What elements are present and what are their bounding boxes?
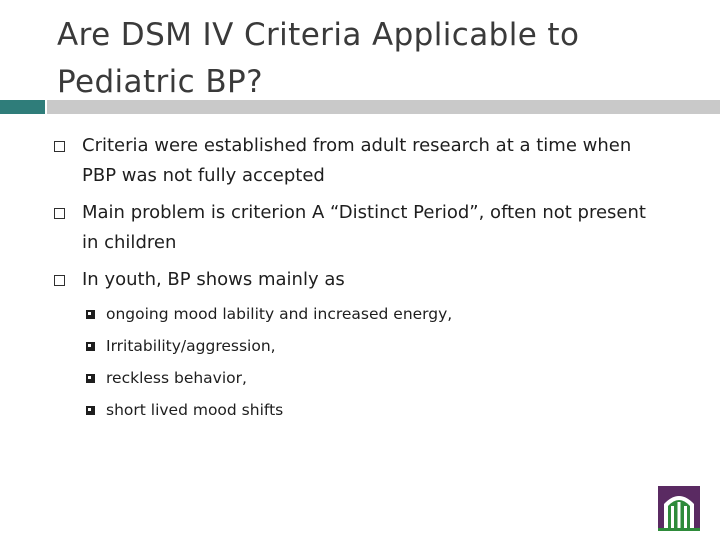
- sub-bullet-item: reckless behavior,: [106, 369, 247, 387]
- bullet-item: Criteria were established from adult research at a time when PBP was not fully accepted: [82, 135, 632, 186]
- bullet-item: In youth, BP shows mainly as: [82, 269, 345, 290]
- sub-bullet-item: ongoing mood lability and increased energy,: [106, 305, 453, 323]
- filled-square-bullet-icon: [86, 342, 95, 351]
- title-rule-accent: [0, 100, 45, 114]
- filled-square-bullet-icon: [86, 310, 95, 319]
- filled-square-bullet-icon: [86, 374, 95, 383]
- institution-logo-icon: [656, 482, 702, 534]
- filled-square-bullet-icon: [86, 406, 95, 415]
- sub-bullet-item: short lived mood shifts: [106, 401, 284, 419]
- slide-title: Are DSM IV Criteria Applicable to Pediatric BP?: [57, 17, 580, 100]
- sub-bullet-item: Irritability/aggression,: [106, 337, 276, 355]
- hollow-square-bullet-icon: [54, 208, 65, 219]
- hollow-square-bullet-icon: [54, 141, 65, 152]
- bullet-item: Main problem is criterion A “Distinct Period”, often not present in children: [82, 202, 646, 253]
- hollow-square-bullet-icon: [54, 275, 65, 286]
- title-rule: [47, 100, 720, 114]
